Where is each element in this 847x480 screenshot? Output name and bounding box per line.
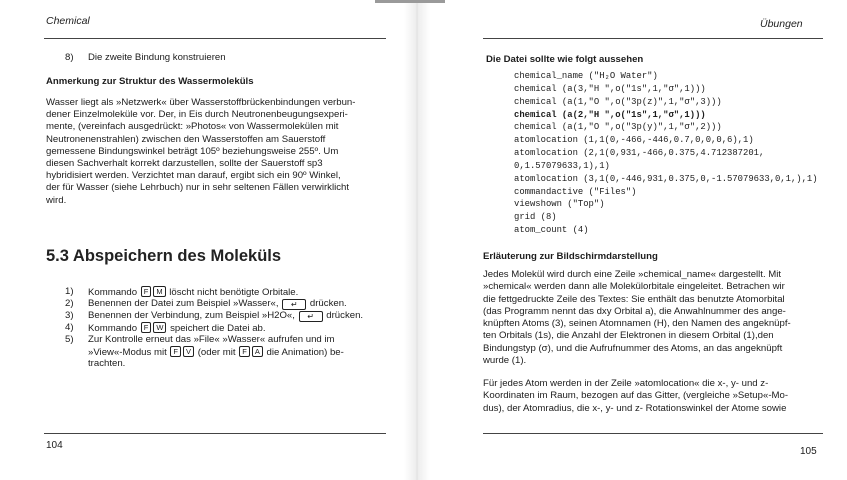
code-listing [514,70,818,237]
step-5-line-3: trachten. [88,358,126,369]
explain-paragraph-2 [483,378,828,415]
code-line: viewshown ("Top") [514,199,605,210]
step-pre: Kommando [88,287,138,298]
header-rule-left [44,38,386,39]
note-line: Neutronenenstrahlen) zwischen den Wasserstoffen am Sauerstoff [46,133,326,145]
step-pre: Kommando [88,323,138,334]
code-line: chemical (a(1,"O ",o("3p(z)",1,"σ",3))) [514,96,722,107]
explain-line: dus), der Atomradius, die x-, y- und z- Rotationswinkel der Atome sowie [483,402,787,414]
explain-heading: Erläuterung zur Bildschirmdarstellung [483,251,658,262]
note-paragraph [46,97,391,207]
left-page [0,0,410,480]
note-line: gemessene Bindungswinkel beträgt 105º beziehungsweise 255º. Um [46,145,339,157]
code-line: commandactive ("Files") [514,186,637,197]
step-mid: (oder mit [197,347,236,358]
explain-line: Jedes Molekül wird durch eine Zeile »chemical_name« dargestellt. Mit [483,269,782,280]
explain-line: »chemical« werden dann alle Molekülorbitale eingeleitet. Betrachen wir [483,281,785,293]
explain-line: knüpften Atoms (3), seinen Atomnamen (H), den Namen des angeknüpf- [483,318,791,330]
item-8-text: Die zweite Bindung konstruieren [88,52,226,63]
explain-line: Für jedes Atom werden in der Zeile »atomlocation« die x-, y- und z- [483,378,769,389]
key-cap: A [252,346,263,357]
step-number: 1) [65,286,74,297]
step-text [88,310,363,322]
step-5-line-2 [88,346,344,359]
footer-rule-left [44,433,386,434]
code-line: chemical (a(1,"O ",o("3p(y)",1,"σ",2))) [514,122,722,133]
explain-paragraph-1 [483,269,828,367]
code-line: chemical_name ("H₂O Water") [514,71,658,81]
step-number: 4) [65,322,74,333]
enter-key-icon: ↵ [282,299,306,310]
note-line: hybridisiert werden. Verzichtet man darauf, ergibt sich ein 90º Winkel, [46,170,341,182]
key-cap: F [239,346,250,357]
step-post: drücken. [326,310,364,321]
code-line: grid (8) [514,212,557,223]
explain-line: Koordinaten im Raum, bezogen auf das Gitter, (vergleiche »Setup«-Mo- [483,390,789,402]
step-number: 5) [65,334,74,345]
step-text [88,334,335,346]
note-line: wird. [46,194,67,206]
code-line: chemical (a(3,"H ",o("1s",1,"σ",1))) [514,83,706,94]
explain-line: (das Programm nennt das dxy Orbital a), die Anwahlnummer des ange- [483,305,786,317]
note-line: Wasser liegt als »Netzwerk« über Wasserstoffbrückenbindungen verbun- [46,97,356,108]
note-line: der für Wasser (siehe Lehrbuch) nur in sehr seltenen Fällen verwirklicht [46,182,350,194]
key-cap: V [183,346,194,357]
explain-line: wurde (1). [483,355,527,367]
code-line: atom_count (4) [514,225,589,236]
step-pre: Benennen der Datei zum Beispiel »Wasser«, [88,298,279,309]
step-post: drücken. [309,298,347,309]
file-heading: Die Datei sollte wie folgt aussehen [486,54,644,65]
footer-rule-right [483,433,823,434]
explain-line: ten Orbitals (1s), die Anzahl der Elektronen in diesem Orbital (1),den [483,330,774,342]
step-post: speichert die Datei ab. [170,323,266,334]
step-pre: »View«-Modus mit [88,347,167,358]
step-number: 2) [65,298,74,309]
page-number-left: 104 [46,440,63,451]
running-head-left: Chemical [46,15,90,27]
note-line: diesen Sachverhalt korrekt darzustellen, sollte der Sauerstoff sp3 [46,158,323,170]
step-pre: Zur Kontrolle erneut das »File« »Wasser« aufrufen und im [88,334,335,345]
step-post: löscht nicht benötigte Orbitale. [169,287,299,298]
running-head-right: Übungen [760,18,803,30]
item-8-number: 8) [65,52,74,63]
step-text [88,298,347,310]
code-line: chemical (a(2,"H ",o("1s",1,"σ",1))) [514,109,706,120]
note-line: dener Einzelmoleküle vor. Der, in Eis durch Neutronenbeugungsexperi- [46,109,348,121]
step-post: die Animation) be- [266,347,344,358]
explain-line: Bindungstyp (σ), und die Aufrufnummer des Atoms, an das angeknüpft [483,342,783,354]
key-cap: F [141,322,152,333]
section-title: 5.3 Abspeichern des Moleküls [46,247,282,265]
step-pre: Benennen der Verbindung, zum Beispiel »H2O«, [88,310,295,321]
key-cap: F [170,346,181,357]
explain-line: die fettgedruckte Zeile des Textes: Sie enthält das benutzte Atomorbital [483,293,785,305]
code-line: atomlocation (2,1(0,931,-466,0.375,4.712387201, [514,148,765,159]
note-heading: Anmerkung zur Struktur des Wassermoleküls [46,76,254,87]
code-line: atomlocation (3,1(0,-446,931,0.375,0,-1.57079633,0,1,),1) [514,173,818,184]
key-cap: W [153,322,166,333]
header-rule-right [483,38,823,39]
key-cap: M [153,286,165,297]
note-line: mente, (vereinfach ausgedrückt: »Photos« von Wassermolekülen mit [46,121,339,133]
code-line: atomlocation (1,1(0,-466,-446,0.7,0,0,0,6),1) [514,135,754,146]
key-cap: F [141,286,152,297]
enter-key-icon: ↵ [299,311,323,322]
code-line: 0,1.57079633,1),1) [514,160,610,171]
page-number-right: 105 [800,446,817,457]
step-number: 3) [65,310,74,321]
